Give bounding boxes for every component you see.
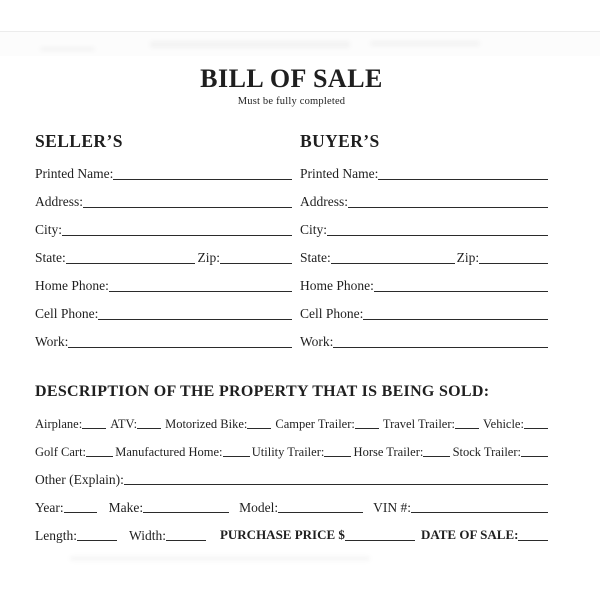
buyer-city-input[interactable] (327, 226, 548, 236)
property-type-stock-trailer (453, 445, 548, 459)
seller-city-label: City: (35, 222, 63, 238)
property-vin-field (373, 500, 548, 516)
document-subtitle: Must be fully completed (237, 96, 346, 107)
buyer-state-label: State: (300, 250, 331, 266)
property-type-utility-trailer (252, 445, 352, 459)
property-type-motorized-bike-label: Motorized Bike: (165, 416, 248, 431)
seller-home-phone-field (35, 266, 292, 294)
property-type-motorized-bike (165, 417, 271, 431)
seller-printed-name-input[interactable] (113, 170, 292, 180)
property-year-label: Year: (35, 499, 64, 515)
buyer-home-phone-input[interactable] (374, 282, 548, 292)
purchase-price-label: PURCHASE PRICE $ (219, 527, 345, 543)
buyer-home-phone-label: Home Phone: (300, 278, 374, 294)
buyer-work-field (300, 322, 548, 350)
seller-column (35, 131, 292, 350)
property-type-airplane-input[interactable] (82, 419, 106, 429)
property-type-vehicle-label: Vehicle: (483, 416, 524, 431)
seller-address-input[interactable] (83, 198, 292, 208)
property-year-field (35, 500, 97, 516)
property-type-manufactured-home-input[interactable] (223, 447, 250, 457)
seller-home-phone-label: Home Phone: (35, 278, 109, 294)
property-type-camper-trailer-input[interactable] (355, 419, 379, 429)
property-other-input[interactable] (124, 475, 548, 485)
property-type-vehicle-input[interactable] (524, 419, 548, 429)
property-type-atv-label: ATV: (110, 416, 138, 431)
property-type-travel-trailer-input[interactable] (455, 419, 479, 429)
property-make-input[interactable] (143, 503, 229, 513)
property-type-motorized-bike-input[interactable] (247, 419, 271, 429)
seller-address-field (35, 182, 292, 210)
buyer-state-input[interactable] (331, 254, 455, 264)
purchase-price-input[interactable] (345, 531, 415, 541)
seller-cell-phone-field (35, 294, 292, 322)
seller-cell-phone-input[interactable] (98, 310, 292, 320)
property-make-field (109, 500, 230, 516)
buyer-city-field (300, 210, 548, 238)
property-type-atv-input[interactable] (137, 419, 161, 429)
property-type-travel-trailer-label: Travel Trailer: (382, 416, 455, 431)
property-type-golf-cart-input[interactable] (86, 447, 113, 457)
buyer-heading: BUYER’S (300, 131, 380, 151)
buyer-printed-name-input[interactable] (378, 170, 548, 180)
property-type-camper-trailer-label: Camper Trailer: (275, 416, 355, 431)
buyer-cell-phone-input[interactable] (363, 310, 548, 320)
seller-cell-phone-label: Cell Phone: (35, 306, 99, 322)
buyer-cell-phone-label: Cell Phone: (300, 306, 364, 322)
buyer-column (300, 131, 548, 350)
property-vin-label: VIN #: (373, 499, 412, 515)
property-type-utility-trailer-input[interactable] (324, 447, 351, 457)
property-make-label: Make: (108, 499, 144, 515)
seller-printed-name-label: Printed Name: (35, 166, 114, 182)
property-type-golf-cart (35, 445, 113, 459)
buyer-work-label: Work: (300, 334, 334, 350)
seller-work-input[interactable] (68, 338, 292, 348)
property-vin-input[interactable] (411, 503, 548, 513)
buyer-address-input[interactable] (348, 198, 548, 208)
buyer-work-input[interactable] (333, 338, 548, 348)
property-width-field (129, 528, 206, 544)
property-year-input[interactable] (64, 503, 97, 513)
seller-home-phone-input[interactable] (109, 282, 292, 292)
document-title: BILL OF SALE (200, 64, 383, 93)
property-type-manufactured-home-label: Manufactured Home: (115, 444, 223, 459)
property-other-label: Other (Explain): (35, 471, 124, 487)
property-type-manufactured-home (115, 445, 249, 459)
seller-state-zip-field (35, 238, 292, 266)
seller-printed-name-field (35, 154, 292, 182)
purchase-price-field (220, 528, 415, 543)
seller-work-label: Work: (35, 334, 69, 350)
property-type-golf-cart-label: Golf Cart: (35, 444, 87, 459)
buyer-city-label: City: (300, 222, 328, 238)
buyer-zip-label: Zip: (456, 250, 480, 266)
property-type-airplane (35, 417, 106, 431)
property-vehicle-details-row (35, 487, 548, 515)
property-types-row-2 (35, 431, 548, 459)
form-content (35, 0, 548, 543)
property-type-horse-trailer (354, 445, 451, 459)
seller-city-field (35, 210, 292, 238)
buyer-printed-name-field (300, 154, 548, 182)
buyer-zip-input[interactable] (479, 254, 548, 264)
property-type-stock-trailer-input[interactable] (521, 447, 548, 457)
property-model-input[interactable] (278, 503, 363, 513)
scan-artifact (70, 556, 370, 561)
property-type-utility-trailer-label: Utility Trailer: (251, 444, 325, 459)
property-model-label: Model: (239, 499, 279, 515)
date-of-sale-label: DATE OF SALE: (420, 527, 519, 543)
property-section-heading: DESCRIPTION OF THE PROPERTY THAT IS BEING SOLD: (35, 383, 490, 400)
property-length-field (35, 528, 117, 544)
property-type-camper-trailer (275, 417, 379, 431)
property-sale-details-row (35, 515, 548, 543)
seller-heading: SELLER’S (35, 131, 123, 151)
property-type-airplane-label: Airplane: (35, 416, 83, 431)
property-model-field (239, 500, 363, 516)
property-type-horse-trailer-input[interactable] (423, 447, 450, 457)
property-type-vehicle (483, 417, 548, 431)
seller-state-input[interactable] (66, 254, 196, 264)
seller-zip-label: Zip: (197, 250, 220, 266)
seller-address-label: Address: (35, 194, 83, 210)
property-width-input[interactable] (166, 531, 206, 541)
property-type-horse-trailer-label: Horse Trailer: (353, 444, 424, 459)
property-type-stock-trailer-label: Stock Trailer: (452, 444, 521, 459)
buyer-cell-phone-field (300, 294, 548, 322)
seller-zip-input[interactable] (220, 254, 292, 264)
property-other-field (35, 459, 548, 487)
property-length-input[interactable] (77, 531, 117, 541)
seller-work-field (35, 322, 292, 350)
parties-section (35, 131, 548, 350)
buyer-state-zip-field (300, 238, 548, 266)
property-width-label: Width: (129, 527, 166, 543)
property-type-travel-trailer (383, 417, 479, 431)
seller-state-label: State: (35, 250, 66, 266)
date-of-sale-input[interactable] (518, 531, 548, 541)
buyer-printed-name-label: Printed Name: (300, 166, 379, 182)
property-types-row-1 (35, 403, 548, 431)
buyer-address-label: Address: (300, 194, 348, 210)
seller-city-input[interactable] (62, 226, 292, 236)
property-type-atv (110, 417, 161, 431)
date-of-sale-field (421, 528, 548, 543)
buyer-home-phone-field (300, 266, 548, 294)
property-length-label: Length: (35, 527, 77, 543)
buyer-address-field (300, 182, 548, 210)
